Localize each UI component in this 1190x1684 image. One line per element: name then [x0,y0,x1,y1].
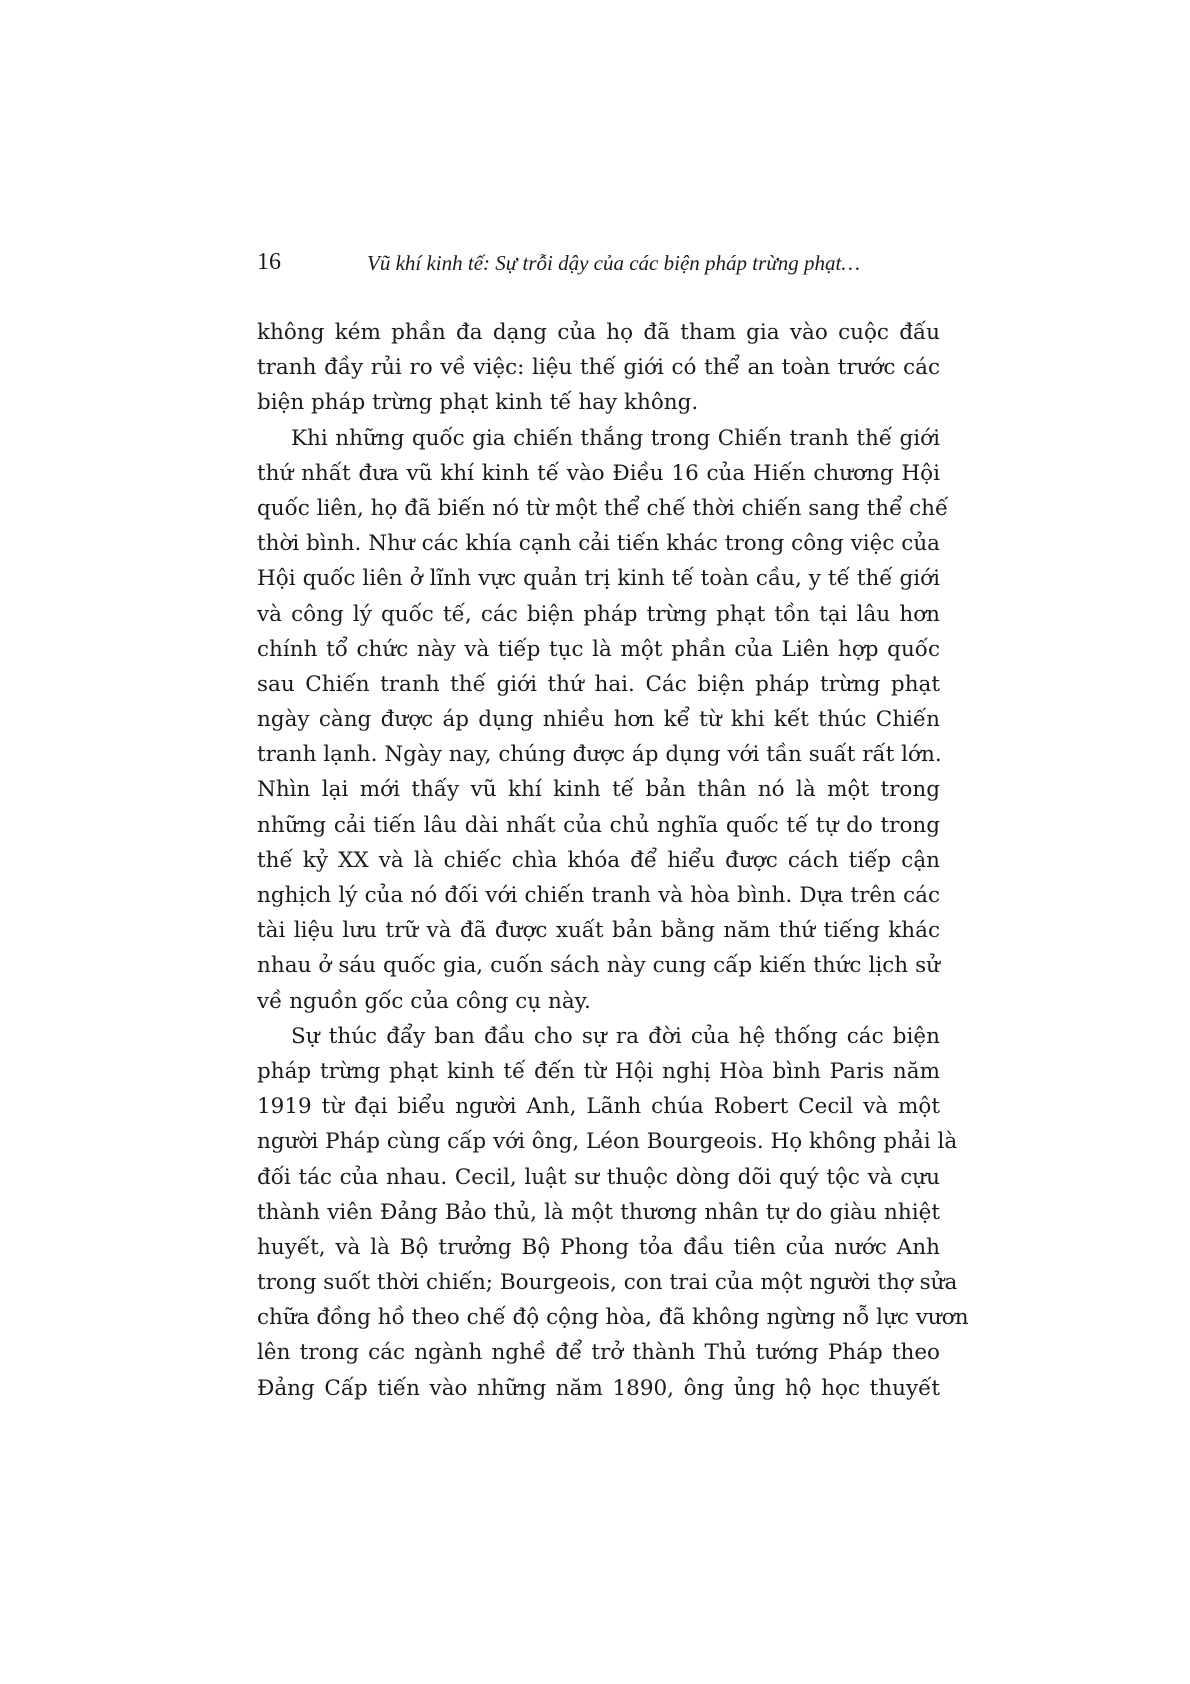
text-line: thế kỷ XX và là chiếc chìa khóa để hiểu được cách tiếp cận [257,847,940,873]
text-line: đối tác của nhau. Cecil, luật sư thuộc dòng dõi quý tộc và cựu [257,1164,940,1190]
text-line: Đảng Cấp tiến vào những năm 1890, ông ủng hộ học thuyết [257,1375,940,1401]
running-head [257,245,937,281]
text-line: Hội quốc liên ở lĩnh vực quản trị kinh tế toàn cầu, y tế thế giới [257,566,940,592]
text-line: lên trong các ngành nghề để trở thành Thủ tướng Pháp theo [257,1340,940,1366]
text-line: sau Chiến tranh thế giới thứ hai. Các biện pháp trừng phạt [257,671,940,697]
text-line: tranh lạnh. Ngày nay, chúng được áp dụng với tần suất rất lớn. [257,742,942,768]
text-line: và công lý quốc tế, các biện pháp trừng phạt tồn tại lâu hơn [257,601,940,627]
text-line: người Pháp cùng cấp với ông, Léon Bourgeois. Họ không phải là [257,1129,958,1155]
text-line: tranh đầy rủi ro về việc: liệu thế giới có thể an toàn trước các [257,355,940,381]
text-line: chính tổ chức này và tiếp tục là một phần của Liên hợp quốc [257,636,940,662]
text-line: không kém phần đa dạng của họ đã tham gia vào cuộc đấu [257,320,940,345]
text-line: ngày càng được áp dụng nhiều hơn kể từ khi kết thúc Chiến [257,707,940,733]
text-line: biện pháp trừng phạt kinh tế hay không. [257,390,699,416]
text-line: chữa đồng hồ theo chế độ cộng hòa, đã không ngừng nỗ lực vươn [257,1305,969,1331]
text-line: Nhìn lại mới thấy vũ khí kinh tế bản thân nó là một trong [257,777,940,803]
text-line: trong suốt thời chiến; Bourgeois, con trai của một người thợ sửa [257,1270,958,1296]
text-line: pháp trừng phạt kinh tế đến từ Hội nghị Hòa bình Paris năm [257,1058,940,1084]
text-line: những cải tiến lâu dài nhất của chủ nghĩa quốc tế tự do trong [257,812,940,838]
text-line: về nguồn gốc của công cụ này. [257,988,591,1014]
text-line: quốc liên, họ đã biến nó từ một thể chế thời chiến sang thể chế [257,495,949,521]
body-text [257,315,969,1406]
text-line: Sự thúc đẩy ban đầu cho sự ra đời của hệ thống các biện [291,1023,940,1049]
text-line: thứ nhất đưa vũ khí kinh tế vào Điều 16 của Hiến chương Hội [257,460,940,486]
text-line: nghịch lý của nó đối với chiến tranh và hòa bình. Dựa trên các [257,883,940,908]
text-line: thành viên Đảng Bảo thủ, là một thương nhân tự do giàu nhiệt [257,1199,940,1225]
text-line: thời bình. Như các khía cạnh cải tiến khác trong công việc của [257,531,940,557]
paragraph-3 [257,1019,969,1406]
text-line: nhau ở sáu quốc gia, cuốn sách này cung cấp kiến thức lịch sử [257,953,940,979]
paragraph-2 [257,421,949,1019]
text-line: 1919 từ đại biểu người Anh, Lãnh chúa Robert Cecil và một [257,1094,940,1120]
text-line: Khi những quốc gia chiến thắng trong Chiến tranh thế giới [291,425,940,451]
text-line: huyết, và là Bộ trưởng Bộ Phong tỏa đầu tiên của nước Anh [257,1234,940,1260]
paragraph-1 [257,315,940,421]
page-number: 16 [257,249,281,275]
text-line: tài liệu lưu trữ và đã được xuất bản bằng năm thứ tiếng khác [257,918,940,944]
running-title: Vũ khí kinh tế: Sự trỗi dậy của các biện pháp trừng phạt… [367,251,860,275]
